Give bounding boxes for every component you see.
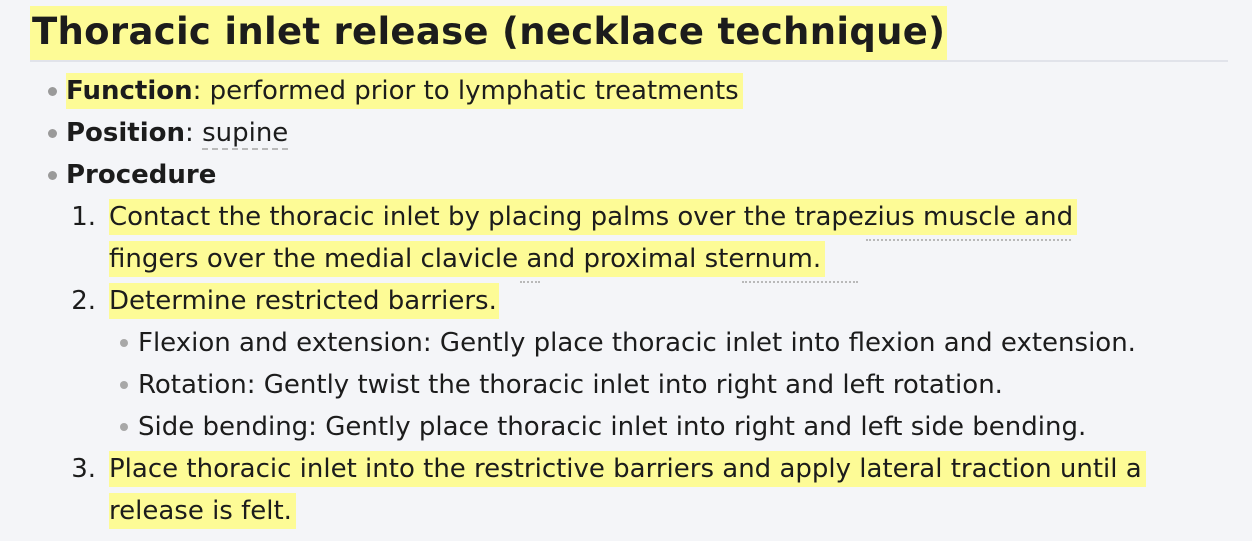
position-value-link[interactable]: supine (202, 118, 289, 148)
page-title: Thoracic inlet release (necklace technique) (30, 6, 947, 60)
clavicle-link-underline[interactable] (520, 281, 540, 283)
sub-bullet-dot (120, 339, 128, 347)
step3-line1-text: Place thoracic inlet into the restrictive barriers and apply lateral traction until a (109, 454, 1142, 484)
position-label: Position (66, 118, 186, 148)
step-number: 1. (71, 202, 96, 232)
subitem-rotation: Rotation: Gently twist the thoracic inlet into right and left rotation. (138, 370, 1003, 400)
step3-line2 (109, 493, 296, 529)
position-item (66, 115, 288, 151)
step1-line2 (109, 241, 825, 277)
sub-bullet-dot (120, 423, 128, 431)
title-section (30, 6, 1228, 62)
subitem-side-bending: Side bending: Gently place thoracic inlet into right and left side bending. (138, 412, 1087, 442)
step3-line1 (109, 451, 1146, 487)
trapezius-link-underline[interactable] (866, 239, 1071, 241)
bullet-dot (48, 129, 57, 138)
sternum-link-underline[interactable] (742, 281, 858, 283)
step-number: 3. (71, 454, 96, 484)
function-text: performed prior to lymphatic treatments (209, 76, 739, 106)
function-label: Function (66, 76, 193, 106)
bullet-dot (48, 87, 57, 96)
bullet-dot (48, 171, 57, 180)
step-number: 2. (71, 286, 96, 316)
procedure-label: Procedure (66, 160, 217, 190)
function-item (66, 73, 743, 109)
sub-bullet-dot (120, 381, 128, 389)
step1-line1-text: Contact the thoracic inlet by placing palms over the trapezius muscle and (109, 202, 1074, 232)
step2-text: Determine restricted barriers. (109, 283, 499, 319)
position-sep: : (185, 118, 203, 148)
step1-line1 (109, 199, 1077, 235)
subitem-flexion: Flexion and extension: Gently place thoracic inlet into flexion and extension. (138, 328, 1136, 358)
function-sep: : (192, 76, 210, 106)
step3-line2-text: release is felt. (109, 496, 292, 526)
step1-line2-text: fingers over the medial clavicle and proximal sternum. (109, 244, 822, 274)
procedure-heading (66, 157, 216, 193)
